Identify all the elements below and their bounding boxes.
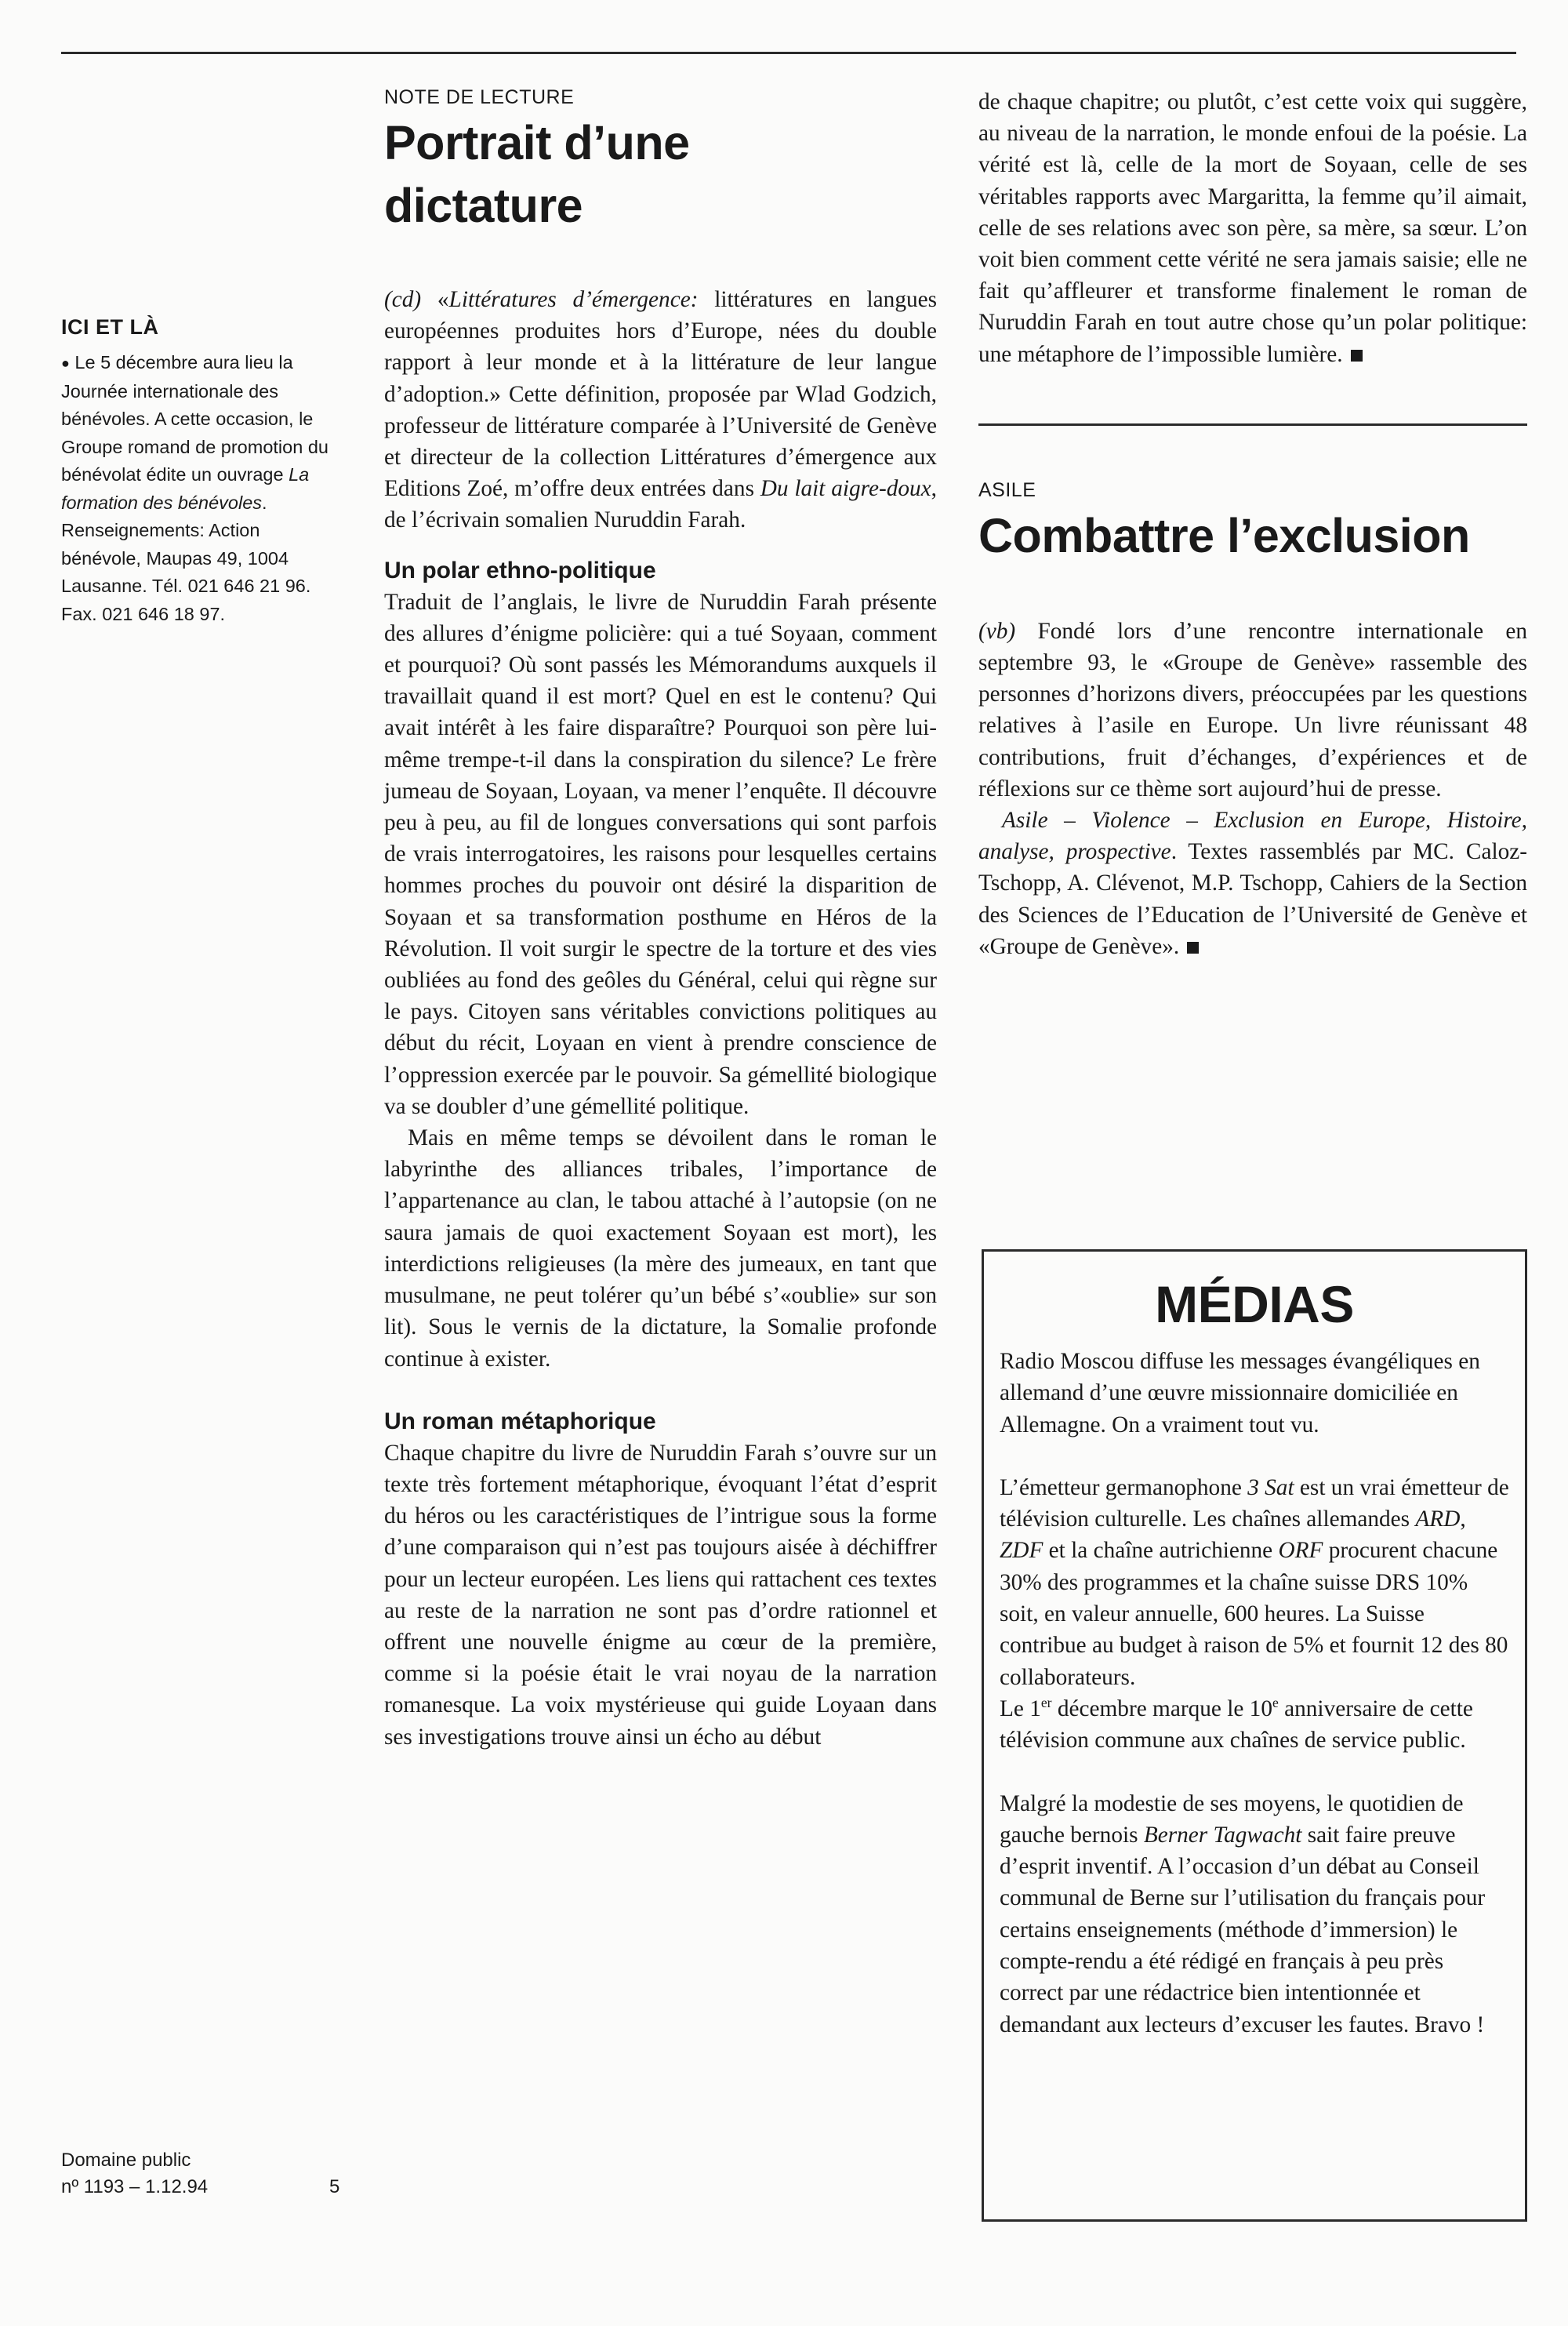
right-column: [978, 86, 1527, 962]
article-combattre-exclusion: [978, 479, 1527, 962]
article2-headline: Combattre l’exclusion: [978, 508, 1470, 562]
author-initials: (cd): [384, 287, 422, 312]
end-of-article-icon: [1187, 942, 1199, 954]
section-rule: [978, 423, 1527, 426]
article2-reference: Asile – Violence – Exclusion en Europe, Histoire, analyse, prospective. Textes rassemblés par MC. Caloz-Tschopp, A. Clévenot, M.P. Tschopp, Cahiers de la Section des Sciences de l’Education de l’Université de Genève et «Groupe de Genève».: [978, 808, 1527, 959]
article2-paragraph: (vb) Fondé lors d’une rencontre internationale en septembre 93, le «Groupe de Genève» rassemble des personnes d’horizons divers, préoccupées par les questions relatives à l’asile en Europe. Un livre réunissant 48 contributions, fruit d’échanges, d’expériences et de réflexions sur ce thème sort aujourd’hui de presse.: [978, 618, 1527, 801]
subhead-polar: Un polar ethno-politique: [384, 557, 656, 583]
article1-continuation: de chaque chapitre; ou plutôt, c’est cette voix qui suggère, au niveau de la narration, le monde enfoui de la poésie. La vérité est là, celle de la mort de Soyaan, celle de ses véritables rapports avec Margaritta, la femme qu’il aimait, celle de ses relations avec son père, sa mère, sa sœur. L’on voit bien comment cette vérité ne sera jamais saisie; elle ne fait qu’affleurer et transforme finalement le roman de Nuruddin Farah en tout autre chose qu’un polar politique: une métaphore de l’impossible lumière.: [978, 89, 1527, 367]
medias-item: Radio Moscou diffuse les messages évangéliques en allemand d’une œuvre missionnaire domiciliée en Allemagne. On a vraiment tout vu.: [1000, 1349, 1480, 1437]
footer-publication: Domaine public: [61, 2150, 191, 2171]
article1-paragraph: Traduit de l’anglais, le livre de Nuruddin Farah présente des allures d’énigme policière: qui a tué Soyaan, comment et pourquoi? Où sont passés les Mémorandums auxquels il travaillait quand il est mort? Quel en est le contenu? Qui avait intérêt à les faire disparaître? Pourquoi son père lui-même trempe-t-il dans la conspiration du silence? Le frère jumeau de Soyaan, Loyaan, va mener l’enquête. Il découvre peu à peu, au fil de longues conversations qui sont parfois de vrais interrogatoires, les raisons pour lesquelles certains hommes proches du pouvoir ont désiré la disparition de Soyaan et sa transformation posthume en Héros de la Révolution. Il voit surgir le spectre de la torture et des vies oubliées au fond des geôles du Général, celui qui règne sur le pays. Citoyen sans véritables convictions politiques au début du récit, Loyaan en vient à prendre conscience de l’oppression exercée par le pouvoir. Sa gémellité biologique va se doubler d’une gémellité politique.: [384, 589, 937, 1119]
footer-issue: nº 1193 – 1.12.94: [61, 2176, 209, 2197]
author-initials: (vb): [978, 618, 1016, 644]
bullet-icon: ●: [61, 355, 70, 372]
book-title: Asile – Violence – Exclusion en Europe, Histoire, analyse, prospective: [978, 808, 1527, 865]
sidebar-book-title: La formation des bénévoles: [61, 464, 310, 513]
article2-kicker: ASILE: [978, 478, 1036, 501]
article1-lead: (cd) «Littératures d’émergence: littératures en langues européennes produites hors d’Europe, nées du double rapport à leur monde et à la littérature de leur langue d’adoption.» Cette définition, proposée par Wlad Godzich, professeur de littérature comparée à l’Université de Genève et directeur de la collection Littératures d’émergence aux Editions Zoé, m’offre deux entrées dans Du lait aigre-doux, de l’écrivain somalien Nuruddin Farah.: [384, 287, 938, 533]
article1-headline: Portrait d’une dictature: [384, 116, 690, 232]
footer: [61, 2147, 351, 2201]
sidebar-heading: ICI ET LÀ: [61, 315, 159, 339]
article-portrait-dictature: [384, 86, 937, 1753]
medias-item: Malgré la modestie de ses moyens, le quotidien de gauche bernois Berner Tagwacht sait faire preuve d’esprit inventif. A l’occasion d’un débat au Conseil communal de Berne sur l’utilisation du français pour certains enseignements (méthode d’immersion) le compte-rendu a été rédigé en français à peu près correct par une rédactrice bien intentionnée et demandant aux lecteurs d’excuser les fautes. Bravo !: [1000, 1790, 1486, 2037]
page-number: 5: [329, 2176, 340, 2197]
article1-paragraph: Chaque chapitre du livre de Nuruddin Farah s’ouvre sur un texte très fortement métaphorique, évoquant l’état d’esprit du héros ou les caractéristiques de l’intrigue sous la forme d’une comparaison qui n’est pas toujours aisée à déchiffrer pour un lecteur européen. Les liens qui rattachent ces textes au reste de la narration ne sont pas d’ordre rationnel et offrent une nouvelle énigme au cœur de la première, comme si la poésie était le vrai noyau de la narration romanesque. La voix mystérieuse qui guide Loyaan dans ses investigations trouve ainsi un écho au début: [384, 1440, 937, 1750]
article1-paragraph: Mais en même temps se dévoilent dans le roman le labyrinthe des alliances tribales, l’importance de l’appartenance au clan, le tabou attaché à l’autopsie (on ne saura jamais de quoi exactement Soyaan est mort), les interdictions religieuses (la mère des jumeaux, en tant que musulmane, ne peut tolérer qu’un bébé s’«oublie» sur son lit). Sous le vernis de la dictature, la Somalie profonde continue à exister.: [384, 1125, 937, 1372]
medias-item: Le 1er décembre marque le 10e anniversaire de cette télévision commune aux chaînes de service public.: [1000, 1695, 1473, 1754]
top-rule: [61, 52, 1516, 54]
medias-title: MÉDIAS: [1155, 1275, 1354, 1333]
sidebar-ici-et-la: [61, 315, 339, 628]
medias-item: L’émetteur germanophone 3 Sat est un vrai émetteur de télévision culturelle. Les chaînes allemandes ARD, ZDF et la chaîne autrichienne ORF procurent chacune 30% des programmes et la chaîne suisse DRS 10% soit, en valeur annuelle, 600 heures. La Suisse contribue au budget à raison de 5% et fournit 12 des 80 collaborateurs.: [1000, 1474, 1509, 1690]
sidebar-text: ● Le 5 décembre aura lieu la Journée internationale des bénévoles. A cette occasion, le Groupe romand de promotion du bénévolat édite un ouvrage La formation des bénévoles. Renseignements: Action bénévole, Maupas 49, 1004 Lausanne. Tél. 021 646 21 96. Fax. 021 646 18 97.: [61, 352, 328, 624]
medias-box: [982, 1249, 1527, 2222]
subhead-roman: Un roman métaphorique: [384, 1408, 656, 1434]
book-title: Du lait aigre-doux: [760, 476, 931, 502]
end-of-article-icon: [1351, 350, 1363, 362]
article1-kicker: NOTE DE LECTURE: [384, 86, 575, 108]
